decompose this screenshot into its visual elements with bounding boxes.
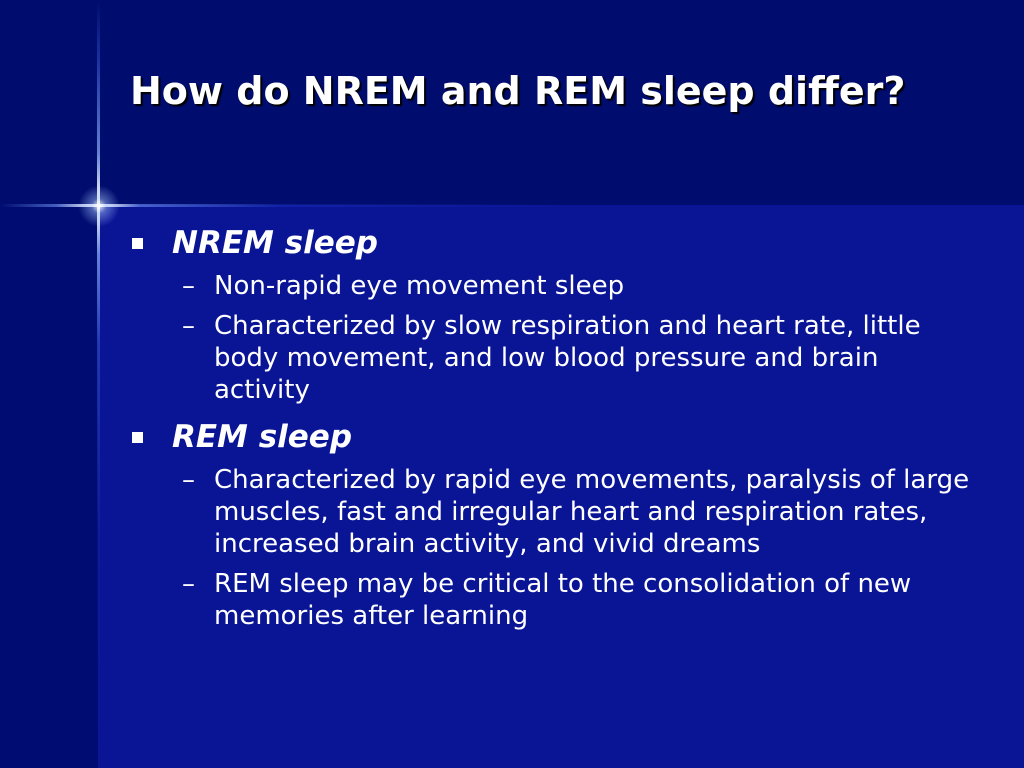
slide-title: How do NREM and REM sleep differ? <box>130 69 906 113</box>
dash-marker: – <box>182 465 195 495</box>
sub-item-text: Characterized by slow respiration and heart rate, little body movement, and low blood pressure and brain activity <box>214 311 921 405</box>
rem-sub-list <box>130 464 970 632</box>
bullet-label: NREM sleep <box>172 225 378 261</box>
sub-item <box>130 568 970 632</box>
sub-item-text: Characterized by rapid eye movements, paralysis of large muscles, fast and irregular heart and respiration rates, increased brain activity, and vivid dreams <box>214 465 970 559</box>
sub-item <box>130 310 970 406</box>
sub-item <box>130 270 970 302</box>
square-bullet-icon <box>132 238 143 249</box>
sub-item <box>130 464 970 560</box>
bullet-rem-sleep <box>130 416 970 458</box>
dash-marker: – <box>182 271 195 301</box>
left-column-band <box>0 205 98 768</box>
slide-content <box>130 222 970 642</box>
bullet-label: REM sleep <box>172 419 353 455</box>
sub-item-text: Non-rapid eye movement sleep <box>214 271 625 301</box>
sparkle-vertical-line <box>97 0 100 768</box>
dash-marker: – <box>182 569 195 599</box>
nrem-sub-list <box>130 270 970 406</box>
bullet-nrem-sleep <box>130 222 970 264</box>
sub-item-text: REM sleep may be critical to the consolidation of new memories after learning <box>214 569 912 631</box>
square-bullet-icon <box>132 432 143 443</box>
dash-marker: – <box>182 311 195 341</box>
sparkle-star-icon <box>78 185 120 227</box>
